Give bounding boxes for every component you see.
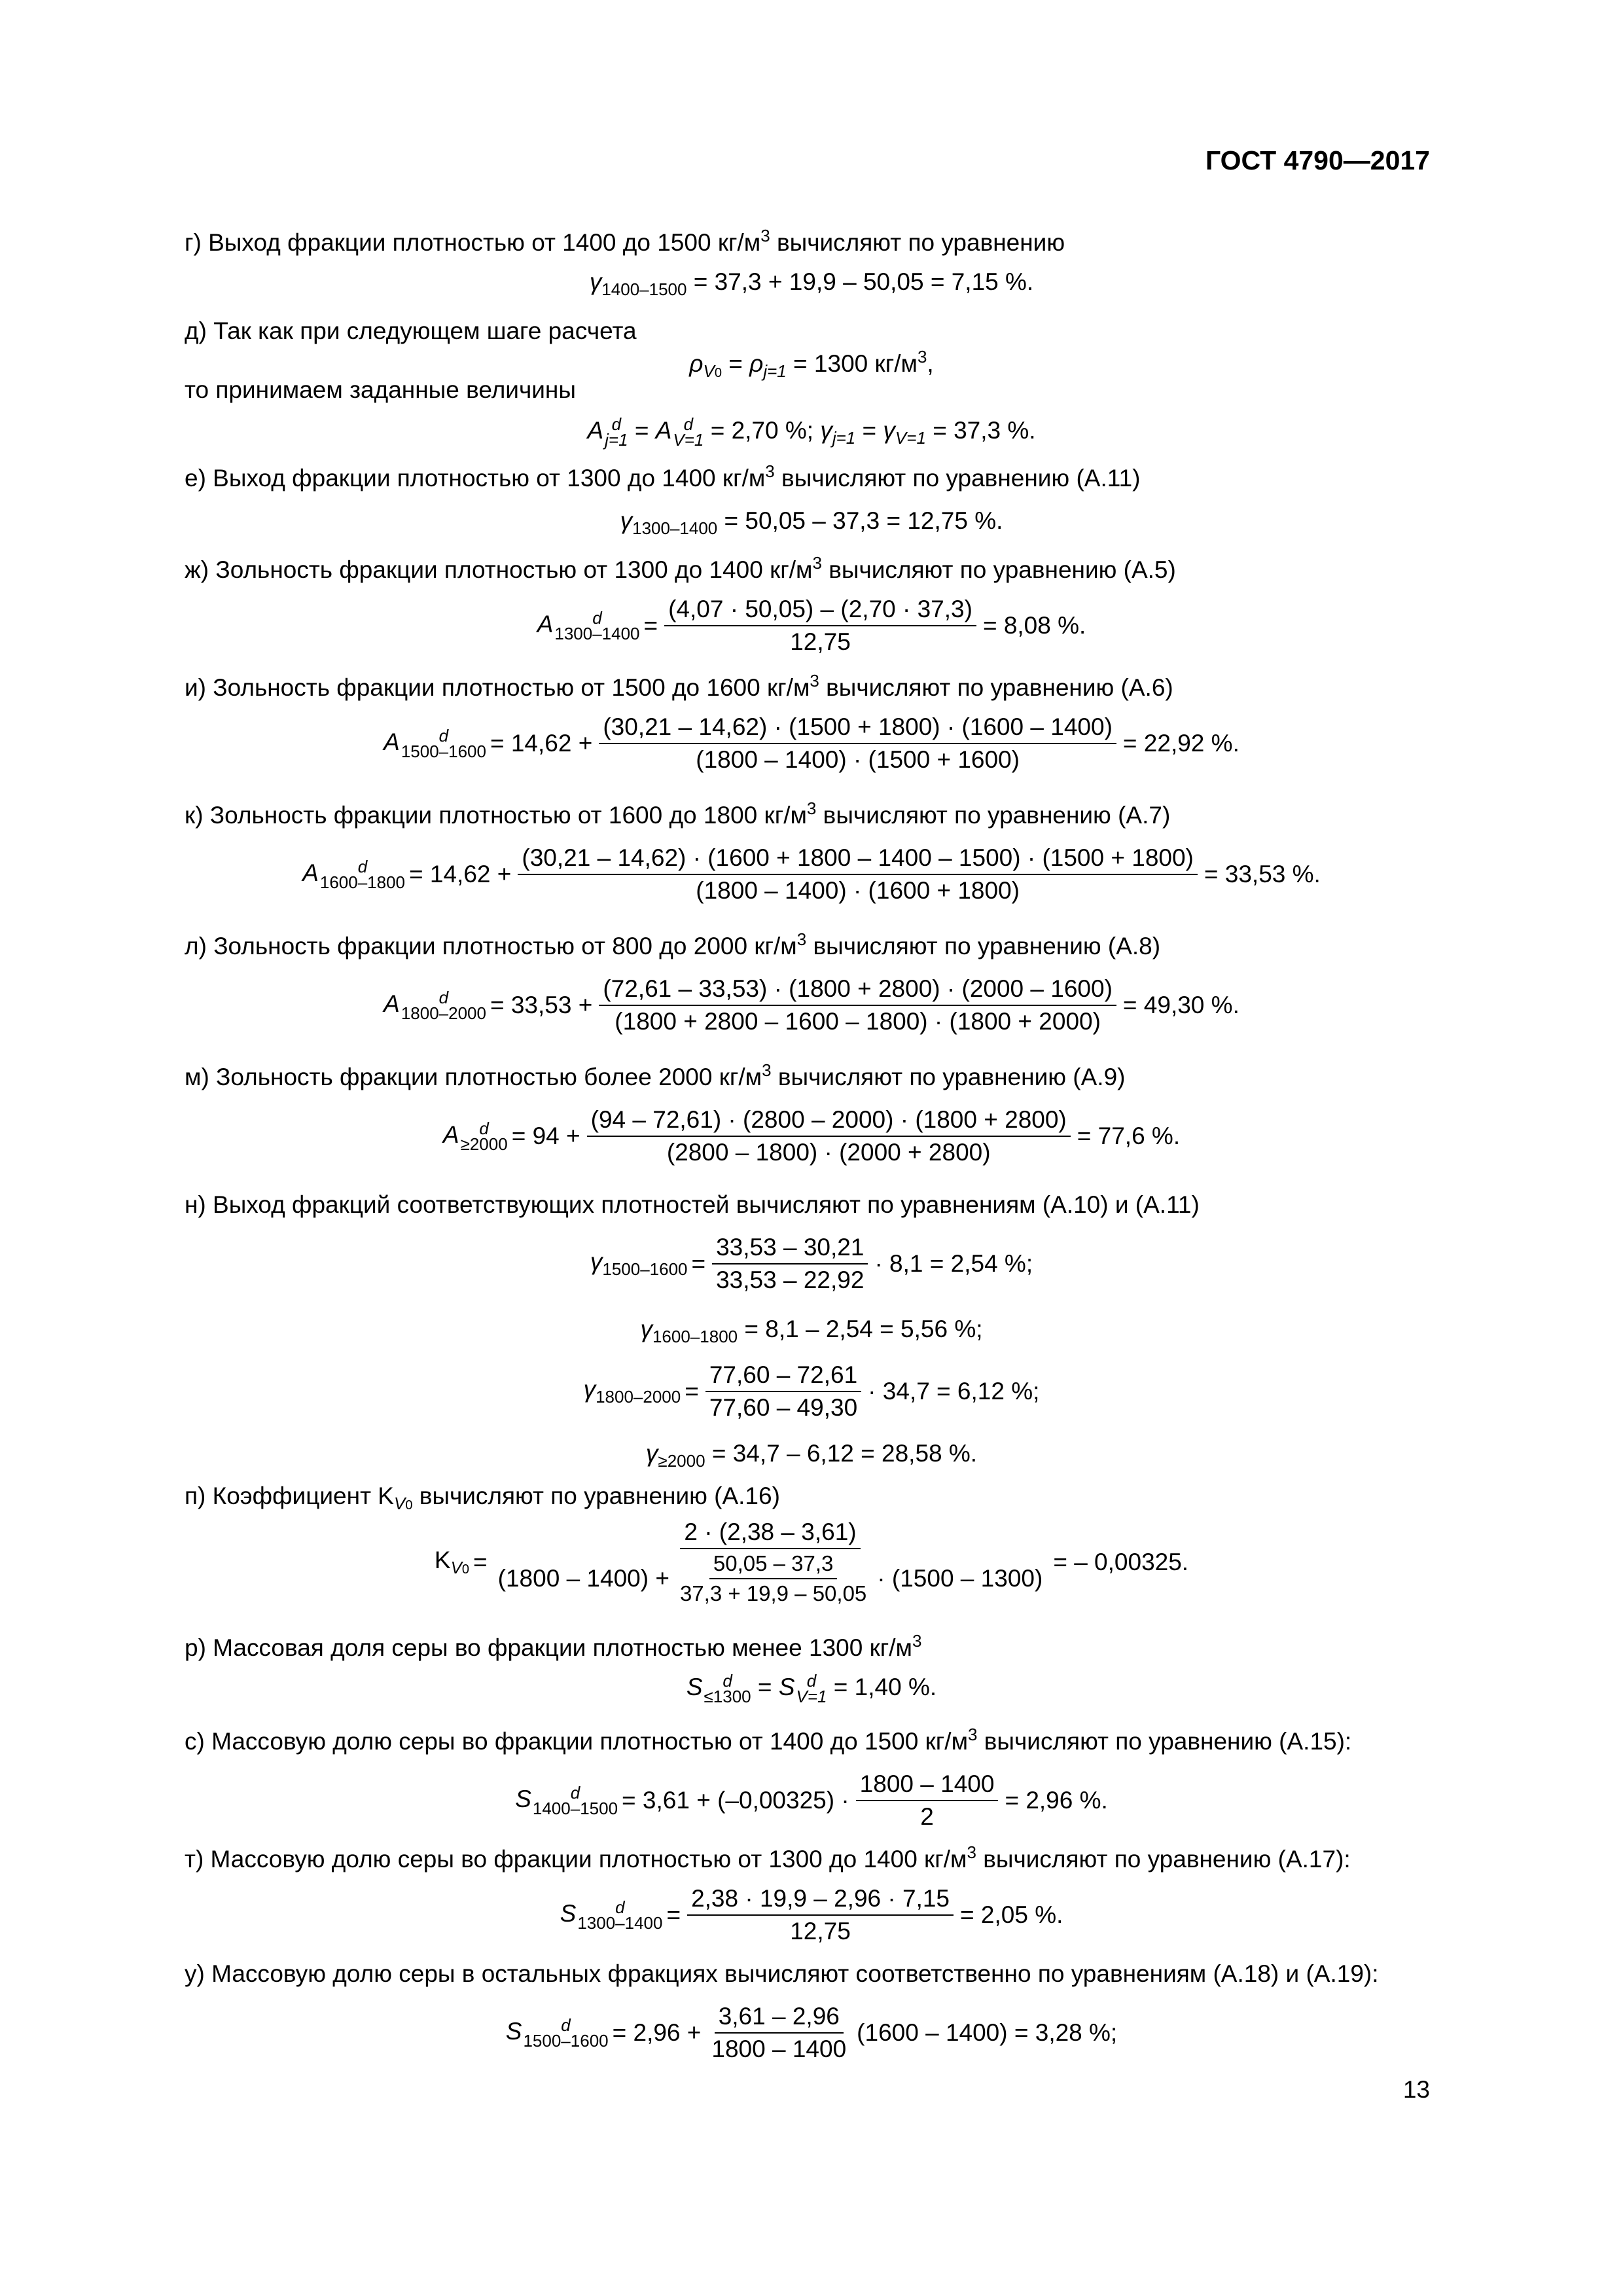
paragraph-s: с) Массовую долю серы во фракции плотностью от 1400 до 1500 $кг/м^3$ вычисляют по уравнению (А.15): — [185, 1725, 1352, 1755]
paragraph-d1: д) Так как при следующем шаге расчета — [185, 317, 637, 344]
paragraph-r: р) Массовая доля серы во фракции плотностью менее 1300 $кг/м^3$ — [185, 1631, 922, 1661]
equation-s: S d 1400–1500 = 3,61 + (–0,00325) · $\frac{1800 - 1400}{2}$ = 2,96 %. — [515, 1770, 1108, 1830]
equation-n4: $\gamma_{\ge 2000} = 34,7 - 6,12 = 28,58$ %. — [645, 1440, 978, 1471]
paragraph-i: и) Зольность фракции плотностью от 1500 до 1600 $кг/м^3$ вычисляют по уравнению (А.6) — [185, 671, 1173, 701]
equation-p: $K_{V0}$ = 2 · (2,38 – 3,61) (1800 – 1400) + $\frac{50,05 - 37,3}{37,3 + 19,9 - 50,05}$ · (1500 – 1300) = – 0,00325. — [434, 1518, 1189, 1605]
equation-d2: A d j=1 = A d V=1 = 2,70 %; $\gamma_{j=1} = \gamma_{V=1} = 37,3$ %. — [587, 414, 1036, 450]
paragraph-n: н) Выход фракций соответствующих плотностей вычисляют по уравнениям (А.10) и (А.11) — [185, 1191, 1200, 1218]
paragraph-l: л) Зольность фракции плотностью от 800 до 2000 $кг/м^3$ вычисляют по уравнению (А.8) — [185, 929, 1161, 960]
paragraph-d2: то принимаем заданные величины — [185, 376, 576, 403]
paragraph-e: е) Выход фракции плотностью от 1300 до 1400 $кг/м^3$ вычисляют по уравнению (А.11) — [185, 461, 1141, 492]
paragraph-zh: ж) Зольность фракции плотностью от 1300 до 1400 $кг/м^3$ вычисляют по уравнению (А.5) — [185, 553, 1176, 583]
paragraph-m: м) Зольность фракции плотностью более 2000 $кг/м^3$ вычисляют по уравнению (А.9) — [185, 1060, 1126, 1090]
paragraph-t: т) Массовую долю серы во фракции плотностью от 1300 до 1400 $кг/м^3$ вычисляют по уравнению (А.17): — [185, 1842, 1351, 1873]
equation-d1: $\rho_{V0} = \rho_{j=1} = 1300$ $кг/м^3$, — [689, 347, 934, 381]
document-header: ГОСТ 4790—2017 — [1205, 145, 1430, 175]
equation-n1: $\gamma_{1500-1600}$ = $\frac{33,53 - 30,21}{33,53 - 22,92}$ · 8,1 = 2,54 %; — [590, 1234, 1033, 1293]
equation-zh: A d 1300–1400 = $\frac{(4,07 \cdot 50,05) - (2,70 \cdot 37,3)}{12,75}$ = 8,08 %. — [537, 596, 1086, 655]
equation-g: $\gamma_{1400-1500} = 37,3 + 19,9 - 50,05 = 7,15$ %. — [589, 268, 1034, 299]
equation-i: A d 1500–1600 = 14,62 + $\frac{(30,21 - 14,62) \cdot (1500 + 1800) \cdot (1600 - 1400)}{(1800 - 1400) \cdot (1500 + 1600)}$ = 22,92 %. — [383, 713, 1240, 773]
equation-l: A d 1800–2000 = 33,53 + $\frac{(72,61 - 33,53) \cdot (1800 + 2800) \cdot (2000 - 1600)}{(1800 + 2800 - 1600 - 1800) \cdot (1800 + 2000)}$ = 49,30 %. — [383, 975, 1240, 1035]
equation-r: S d ≤1300 = S d V=1 = 1,40 %. — [686, 1671, 937, 1706]
paragraph-g: г) Выход фракции плотностью от 1400 до 1500 $кг/м^3$ вычисляют по уравнению — [185, 226, 1065, 256]
equation-n3: $\gamma_{1800-2000}$ = $\frac{77,60 - 72,61}{77,60 - 49,30}$ · 34,7 = 6,12 %; — [583, 1361, 1040, 1421]
paragraph-p: п) Коэффициент $K_{V0}$ вычисляют по уравнению (А.16) — [185, 1482, 780, 1513]
page-number: 13 — [1402, 2076, 1430, 2103]
equation-n2: $\gamma_{1600-1800} = 8,1 - 2,54 = 5,56$ %; — [640, 1316, 983, 1346]
equation-t: S d 1300–1400 = $\frac{2,38 \cdot 19,9 - 2,96 \cdot 7,15}{12,75}$ = 2,05 %. — [560, 1885, 1063, 1945]
paragraph-u: у) Массовую долю серы в остальных фракциях вычисляют соответственно по уравнениям (А.18) и (А.19): — [185, 1960, 1379, 1987]
equation-k: A d 1600–1800 = 14,62 + (30,21 – 14,62) · (1600 + 1800 – 1400 – 1500) · (1500 + 1800) (1800 – 1400) · (1600 + 1800) = 33,53 %. — [302, 844, 1321, 904]
equation-e: $\gamma_{1300-1400} = 50,05 - 37,3 = 12,75$ %. — [620, 507, 1003, 538]
equation-m: A d ≥2000 = 94 + $\frac{(94 - 72,61) \cdot (2800 - 2000) \cdot (1800 + 2800)}{(2800 - 1800) \cdot (2000 + 2800)}$ = 77,6 %. — [442, 1106, 1181, 1166]
equation-u: S d 1500–1600 = 2,96 + $\frac{3,61 - 2,96}{1800 - 1400}$ (1600 – 1400) = 3,28 %; — [505, 2003, 1118, 2062]
paragraph-k: к) Зольность фракции плотностью от 1600 до 1800 $кг/м^3$ вычисляют по уравнению (А.7) — [185, 798, 1171, 829]
